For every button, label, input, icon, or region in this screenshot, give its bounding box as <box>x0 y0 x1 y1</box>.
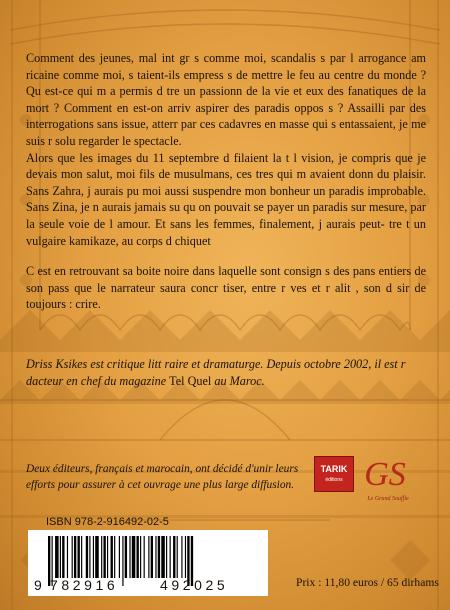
tarik-editions-logo <box>314 456 354 492</box>
barcode-bar <box>95 536 99 578</box>
price-label: Prix : 11,80 euros / 65 dirhams <box>296 576 439 589</box>
barcode-bar <box>158 536 160 578</box>
barcode-right-digits: 492025 <box>160 577 229 593</box>
barcode-bar <box>125 536 127 578</box>
barcode-left-digits: 782916 <box>50 577 119 593</box>
barcode-bar <box>148 536 149 578</box>
author-bio-text: Driss Ksikes est critique litt raire et dramaturge. Depuis octobre 2002, il est r dacteur en chef du magazine <box>26 357 406 388</box>
barcode-bar <box>101 536 102 578</box>
gs-logo-letters: GS <box>364 456 406 493</box>
blurb-paragraph: Comment des jeunes, mal int gr s comme moi, scandalis s par l arrogance am ricaine comme moi, s taient-ils empress s de mettre le feu au centre du monde ? Qu est-ce qui m a permis d tre un passionn de la vie et eux des fanatiques de la mort ? Comment en est-on arriv aspirer des paradis oppos s ? Assailli par des interrogations sans issue, atterr par ces cadavres en masse qui s entassaient, je me suis r solu regarder le spectacle. <box>26 51 426 148</box>
barcode-bar <box>55 536 59 578</box>
barcode-bar <box>62 536 64 578</box>
barcode-bar <box>86 536 88 578</box>
barcode-bar <box>78 536 80 578</box>
barcode-bar <box>119 536 120 578</box>
barcode-bar <box>129 536 130 578</box>
barcode-bar <box>170 536 171 578</box>
barcode-bar <box>67 536 68 578</box>
barcode-bar <box>137 536 139 578</box>
barcode-first-digit: 9 <box>34 577 42 593</box>
tarik-logo-sub: éditions <box>325 477 343 483</box>
barcode-bar <box>114 536 115 578</box>
grand-souffle-logo <box>362 452 408 494</box>
blurb-text <box>26 50 426 313</box>
barcode-bar <box>161 536 165 578</box>
barcode-bar <box>107 536 108 578</box>
barcode-bar <box>181 536 182 578</box>
barcode-bar <box>81 536 82 578</box>
gs-logo-caption: Le Grand Souffle <box>367 496 409 502</box>
barcode-bar <box>60 536 61 578</box>
barcode-bar <box>173 536 175 578</box>
barcode-bar <box>144 536 145 578</box>
editors-note: Deux éditeurs, français et marocain, ont décidé d'unir leurs efforts pour assurer à cet ouvrage une plus large diffusion. <box>26 463 299 491</box>
author-bio-text: au Maroc. <box>211 373 265 388</box>
barcode-bar <box>177 536 178 578</box>
barcode-bar <box>111 536 113 578</box>
barcode-bar <box>140 536 141 578</box>
magazine-name: Tel Quel <box>169 373 212 388</box>
blurb-paragraph: C est en retrouvant sa boite noire dans laquelle sont consign s des pans entiers de son pass que le narrateur saura concr tiser, entre r ves et r alit , son d sir de toujours : crire. <box>26 264 426 312</box>
barcode-bar <box>155 536 156 578</box>
barcode-bar <box>103 536 105 578</box>
barcode-bar <box>93 536 94 578</box>
barcode-bar <box>185 536 186 578</box>
barcode-bar <box>89 536 90 578</box>
barcode-bar <box>166 536 167 578</box>
tarik-logo-name: TARIK <box>320 464 348 474</box>
barcode-bar <box>74 536 76 578</box>
barcode-bar <box>151 536 153 578</box>
barcode-bar <box>72 536 73 578</box>
isbn-number: ISBN 978-2-916492-02-5 <box>46 516 169 528</box>
author-bio <box>26 356 426 389</box>
barcode <box>28 530 268 596</box>
barcode-bar <box>132 536 136 578</box>
blurb-paragraph: Alors que les images du 11 septembre d filaient la t l vision, je compris que je devais mon salut, moi fils de musulmans, ces tres qui m avaient donn du plaisir. Sans Zahra, j aurais pu moi aussi suspendre mon bonheur un paradis improbable. Sans Zina, je n aurais jamais su qu on pouvait se payer un paradis sur mesure, par la seule voie de l amour. Et sans les femmes, finalement, j aurais peut- tre t un vulgaire kamikaze, au corps d chiquet <box>26 150 426 248</box>
